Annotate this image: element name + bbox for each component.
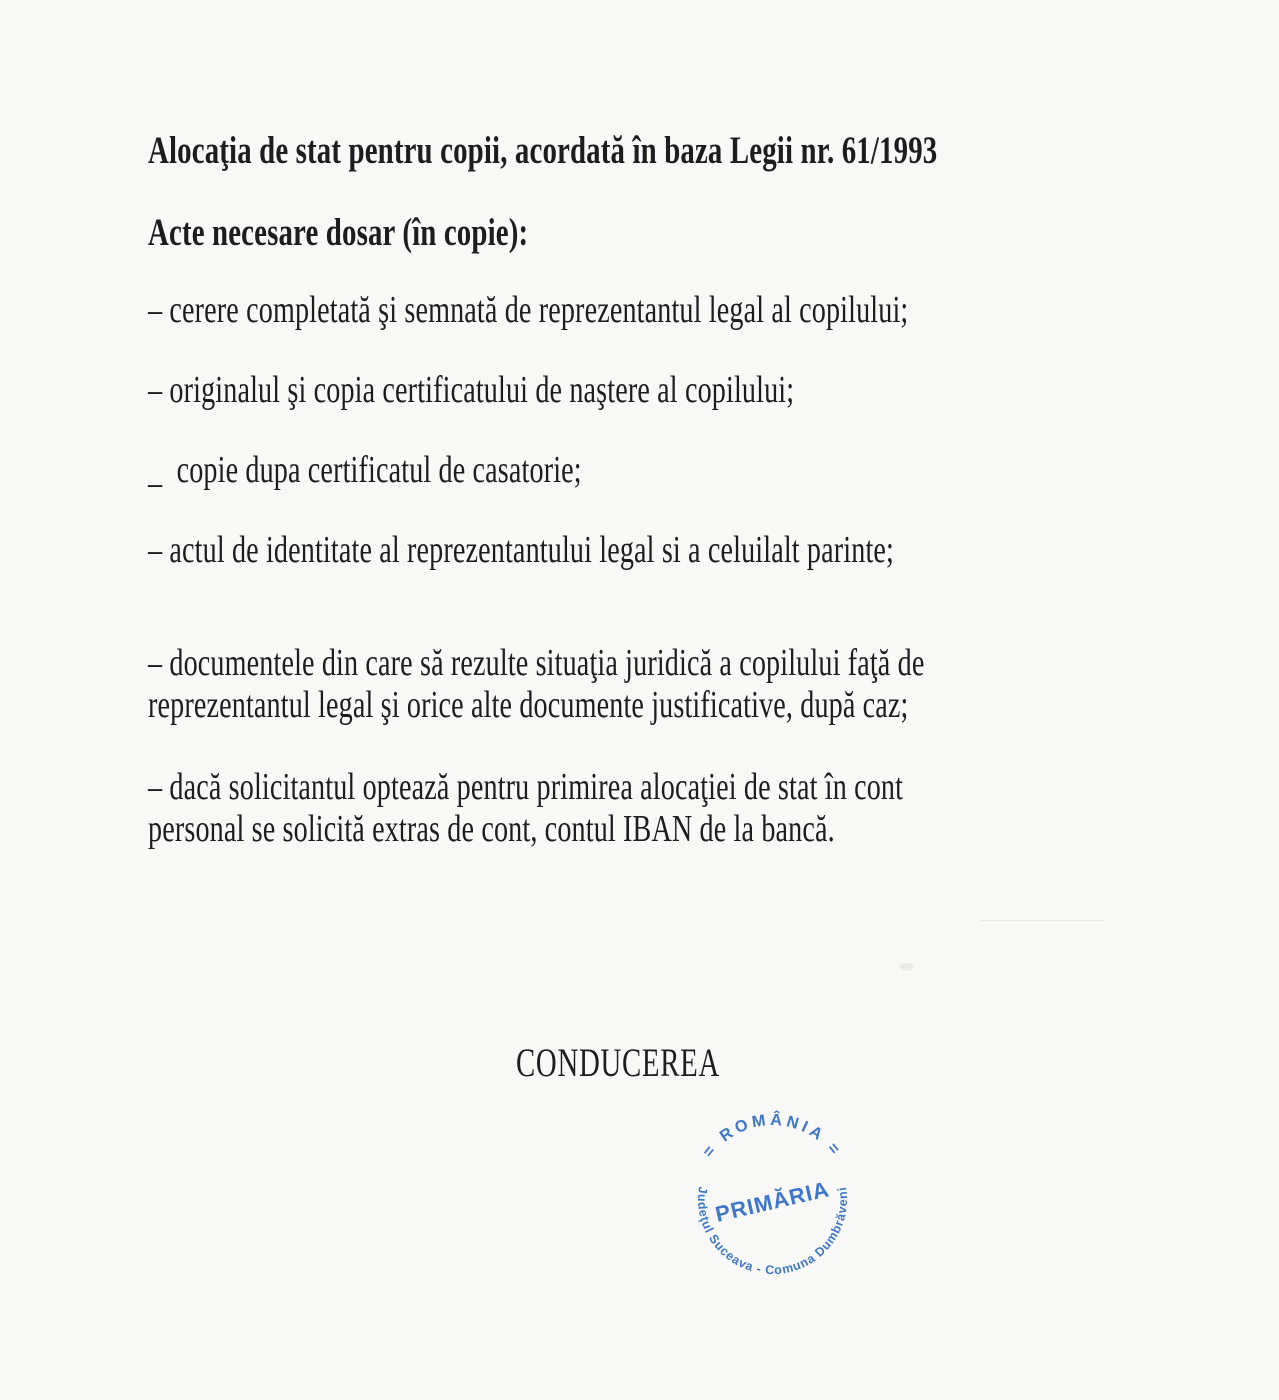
list-item-line: – cerere completată şi semnată de reprezentantul legal al copilului;: [148, 289, 909, 331]
stamp-bottom-arc-text: Judeţul Suceava - Comuna Dumbrăveni: [694, 1185, 851, 1278]
list-item-line: – dacă solicitantul optează pentru primirea alocaţiei de stat în cont: [148, 766, 904, 808]
closing-title: CONDUCEREA: [515, 1040, 721, 1085]
official-stamp: [677, 1104, 868, 1295]
document-subtitle: Acte necesare dosar (în copie):: [148, 211, 529, 254]
list-item-line: – documentele din care să rezulte situaţia juridică a copilului faţă de: [148, 642, 925, 684]
scan-line-artifact: [980, 920, 1105, 921]
list-item: [148, 449, 734, 491]
list-item: [148, 289, 1176, 331]
list-item: [148, 766, 1168, 850]
stamp-top-arc-text: = ROMÂNIA =: [699, 1110, 846, 1161]
scan-smudge-artifact: [900, 963, 914, 971]
document-title: Alocaţia de stat pentru copii, acordată în baza Legii nr. 61/1993: [148, 129, 938, 172]
list-item: [148, 529, 1156, 571]
list-item-line: _ copie dupa certificatul de casatorie;: [148, 449, 582, 491]
list-item: [148, 369, 1021, 411]
list-item-line: – originalul şi copia certificatului de naştere al copilului;: [148, 369, 795, 411]
stamp-center-text: PRIMĂRIA: [712, 1176, 832, 1227]
list-item-line: reprezentantul legal şi orice alte documente justificative, după caz;: [148, 684, 909, 726]
list-item-line: personal se solicită extras de cont, contul IBAN de la bancă.: [148, 808, 835, 850]
list-item: [148, 642, 1197, 726]
stamp-seal-graphic: [677, 1104, 868, 1295]
list-item-line: – actul de identitate al reprezentantului legal si a celuilalt parinte;: [148, 529, 895, 571]
